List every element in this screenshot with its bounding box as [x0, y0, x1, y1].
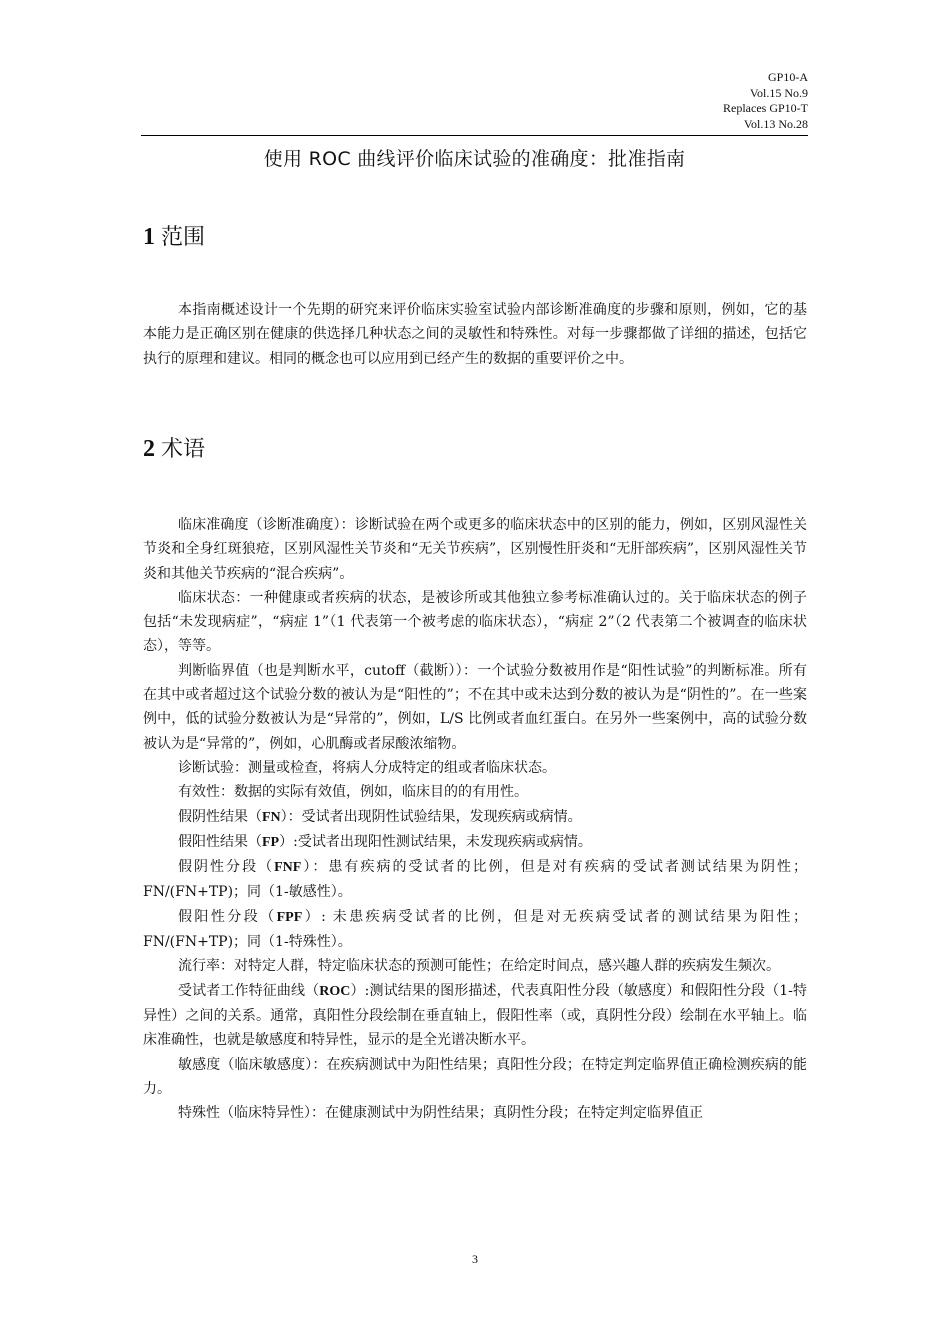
term-false-positive-fraction: 假阳性分段（FPF）: 未患疾病受试者的比例，但是对无疾病受试者的测试结果为阳性；FN/(FN+TP)；同（1-特殊性）。: [143, 908, 807, 951]
scope-paragraph: 本指南概述设计一个先期的研究来评价临床实验室试验内部诊断准确度的步骤和原则，例如，它的基本能力是正确区别在健康的供选择几种状态之间的灵敏性和特殊性。对每一步骤都做了详细的描述，包括它执行的原理和建议。相同的概念也可以应用到已经产生的数据的重要评价之中。: [143, 302, 807, 367]
term-roc-curve: 受试者工作特征曲线（ROC）:测试结果的图形描述，代表真阳性分段（敏感度）和假阳性分段（1-特异性）之间的关系。通常，真阳性分段绘制在垂直轴上，假阳性率（或，真阴性分段）绘制在水平轴上。临床准确性，也就是敏感度和特异性，显示的是全光谱决断水平。: [143, 982, 808, 1049]
abbr-fp: FP: [262, 834, 280, 850]
section-2-number: 2: [143, 436, 155, 462]
header-line-2: Vol.15 No.9: [749, 85, 808, 100]
section-2-title: 术语: [161, 437, 206, 462]
term-specificity: 特殊性（临床特异性）：在健康测试中为阴性结果；真阴性分段；在特定判定临界值正: [178, 1105, 703, 1122]
section-1-heading: [143, 222, 205, 253]
page-number: 3: [472, 1252, 478, 1266]
term-clinical-state: 临床状态：一种健康或者疾病的状态，是被诊所或其他独立参考标准确认过的。关于临床状态的例子包括“未发现病症”，“病症 1”（1 代表第一个被考虑的临床状态），“病症 2”（2 代表第二个被调查的临床状态），等等。: [143, 589, 807, 655]
term-diagnostic-test: 诊断试验：测量或检查，将病人分成特定的组或者临床状态。: [178, 759, 556, 776]
section-2-heading: [143, 434, 205, 465]
term-decision-threshold: 判断临界值（也是判断水平，cutoff（截断））：一个试验分数被用作是“阳性试验”的判断标准。所有在其中或者超过这个试验分数的被认为是“阳性的”；不在其中或未达到分数的被认为是“阴性的”。在一些案例中，低的试验分数被认为是“异常的”，例如，L/S 比例或者血红蛋白。在另外一些案例中，高的试验分数被认为是“异常的”，例如，心肌酶或者尿酸浓缩物。: [143, 662, 807, 752]
term-false-negative: 假阴性结果（FN）：受试者出现阴性试验结果，发现疾病或病情。: [178, 808, 582, 825]
document-title: 使用 ROC 曲线评价临床试验的准确度：批准指南: [263, 148, 686, 170]
abbr-fn: FN: [262, 809, 281, 825]
term-sensitivity: 敏感度（临床敏感度）：在疾病测试中为阳性结果；真阳性分段；在特定判定临界值正确检测疾病的能力。: [143, 1056, 807, 1097]
term-prevalence: 流行率：对特定人群，特定临床状态的预测可能性；在给定时间点，感兴趣人群的疾病发生频次。: [178, 958, 780, 975]
term-false-positive: 假阳性结果（FP）:受试者出现阳性测试结果，未发现疾病或病情。: [178, 833, 592, 850]
header-line-3: Replaces GP10-T: [723, 101, 808, 115]
abbr-fpf: FPF: [276, 909, 303, 925]
document-header: [723, 70, 808, 132]
header-line-4: Vol.13 No.28: [743, 116, 808, 131]
term-false-negative-fraction: 假阴性分段（FNF）：患有疾病的受试者的比例，但是对有疾病的受试者测试结果为阴性；FN/(FN+TP)；同（1-敏感性）。: [143, 859, 807, 901]
term-clinical-accuracy: 临床准确度（诊断准确度）：诊断试验在两个或更多的临床状态中的区别的能力，例如，区别风湿性关节炎和全身红斑狼疮，区别风湿性关节炎和“无关节疾病”，区别慢性肝炎和“无肝部疾病”，区别风湿性关节炎和其他关节疾病的“混合疾病”。: [143, 517, 807, 582]
section-1-title: 范围: [161, 225, 206, 250]
term-efficacy: 有效性：数据的实际有效值，例如，临床目的的有用性。: [178, 784, 528, 801]
abbr-fnf: FNF: [274, 860, 302, 876]
section-1-body: [143, 298, 807, 371]
header-divider: [141, 135, 808, 136]
section-1-number: 1: [143, 224, 155, 250]
section-2-body: [143, 513, 807, 1125]
abbr-roc: ROC: [319, 983, 351, 999]
header-line-1: GP10-A: [767, 70, 808, 84]
